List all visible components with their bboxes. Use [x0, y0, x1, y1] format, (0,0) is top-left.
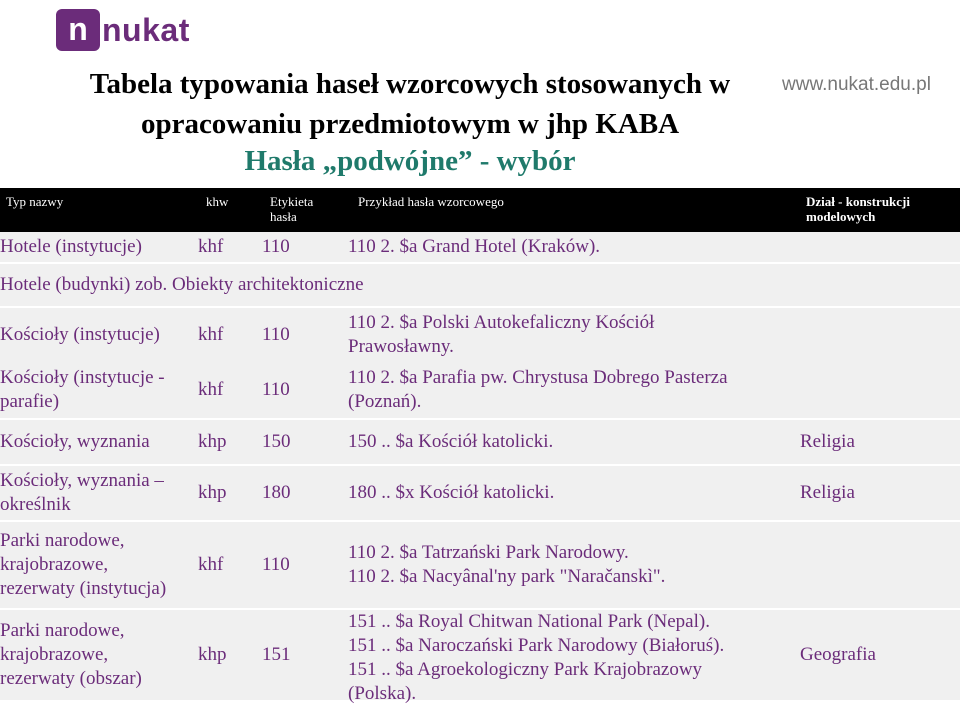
cell-example-line: 110 2. $a Grand Hotel (Kraków). — [348, 236, 601, 257]
site-url[interactable]: www.nukat.edu.pl — [782, 74, 931, 95]
cell-type-line: parafie) — [0, 391, 60, 412]
cell-example-line: 151 .. $a Royal Chitwan National Park (Nepal). — [348, 611, 710, 632]
cell-type-line: Parki narodowe, — [0, 620, 125, 641]
cell-tag-line: 110 — [262, 324, 290, 345]
table-row — [0, 466, 960, 522]
cell-example-line: 110 2. $a Nacyânal'ny park "Naračanskì". — [348, 566, 666, 587]
cell-type-line: krajobrazowe, — [0, 644, 109, 665]
cell-example-line: (Polska). — [348, 683, 417, 704]
cell-type — [0, 273, 364, 297]
cell-type-line: Parki narodowe, — [0, 530, 125, 551]
cell-khw-line: khp — [198, 482, 227, 503]
cell-type-line: Hotele (instytucje) — [0, 236, 142, 257]
cell-tag — [262, 481, 291, 505]
cell-example-line: (Poznań). — [348, 391, 422, 412]
header-khw: khw — [206, 194, 229, 209]
header-tag-line1: Etykieta — [270, 194, 314, 209]
cell-type — [0, 323, 160, 347]
cell-type — [0, 235, 142, 259]
cell-tag-line: 180 — [262, 482, 291, 503]
cell-dept — [800, 643, 876, 667]
nukat-logo — [56, 8, 190, 52]
cell-type — [0, 366, 165, 414]
cell-type-line: krajobrazowe, — [0, 554, 109, 575]
header-example: Przykład hasła wzorcowego — [358, 194, 504, 209]
cell-khw — [198, 378, 223, 402]
cell-example-line: Prawosławny. — [348, 336, 454, 357]
cell-example-line: 151 .. $a Naroczański Park Narodowy (Białoruś). — [348, 635, 725, 656]
cell-tag — [262, 235, 290, 259]
cell-type-line: Kościoły, wyznania — [0, 431, 150, 452]
cell-tag — [262, 430, 291, 454]
cell-example-line: 180 .. $x Kościół katolicki. — [348, 482, 555, 503]
cell-khw — [198, 643, 227, 667]
cell-type-line: rezerwaty (obszar) — [0, 668, 142, 689]
cell-example-line: 110 2. $a Parafia pw. Chrystusa Dobrego Pasterza — [348, 367, 728, 388]
cell-example-line: 150 .. $a Kościół katolicki. — [348, 431, 554, 452]
table-row — [0, 232, 960, 264]
cell-type-line: określnik — [0, 494, 71, 515]
header-type: Typ nazwy — [6, 194, 64, 209]
cell-example — [348, 366, 728, 414]
cell-type — [0, 469, 164, 517]
table-row — [0, 308, 960, 364]
title-line-1: Tabela typowania haseł wzorcowych stosowanych w — [89, 68, 731, 100]
cell-khw-line: khf — [198, 379, 224, 400]
header-dept — [806, 194, 910, 224]
cell-example — [348, 541, 665, 589]
header-dept-line1: Dział - konstrukcji — [806, 194, 910, 209]
cell-tag — [262, 553, 290, 577]
cell-dept-line: Religia — [800, 431, 855, 452]
cell-type-line: Kościoły (instytucje - — [0, 367, 165, 388]
cell-example — [348, 235, 600, 259]
cell-example-line: 151 .. $a Agroekologiczny Park Krajobrazowy — [348, 659, 703, 680]
cell-khw-line: khf — [198, 236, 224, 257]
cell-tag — [262, 323, 290, 347]
cell-type — [0, 430, 150, 454]
cell-khw — [198, 235, 223, 259]
title-line-2: opracowaniu przedmiotowym w jhp KABA — [140, 108, 680, 140]
subtitle: Hasła „podwójne” - wybór — [244, 145, 576, 177]
cell-dept-line: Geografia — [800, 644, 876, 665]
cell-khw-line: khp — [198, 431, 227, 452]
cell-dept — [800, 481, 855, 505]
header-tag-line2: hasła — [270, 209, 297, 224]
table-row — [0, 264, 960, 308]
cell-type-line: Kościoły, wyznania – — [0, 470, 164, 491]
cell-tag — [262, 643, 291, 667]
table-row — [0, 362, 960, 420]
cell-dept — [800, 430, 855, 454]
cell-example — [348, 430, 553, 454]
cell-type-line: rezerwaty (instytucja) — [0, 578, 167, 599]
cell-khw-line: khf — [198, 554, 224, 575]
cell-khw — [198, 553, 223, 577]
cell-khw-line: khf — [198, 324, 224, 345]
logo-text: nukat — [102, 11, 190, 48]
cell-type-line: Hotele (budynki) zob. Obiekty architektoniczne — [0, 274, 364, 295]
table-header — [0, 188, 960, 232]
cell-khw — [198, 481, 227, 505]
cell-example-line: 110 2. $a Tatrzański Park Narodowy. — [348, 542, 629, 563]
cell-khw — [198, 430, 227, 454]
logo-mark: n — [56, 9, 100, 51]
cell-type — [0, 619, 142, 691]
table-row — [0, 420, 960, 466]
cell-tag-line: 150 — [262, 431, 291, 452]
cell-type-line: Kościoły (instytucje) — [0, 324, 160, 345]
cell-tag-line: 151 — [262, 644, 291, 665]
cell-example-line: 110 2. $a Polski Autokefaliczny Kościół — [348, 312, 655, 333]
header-dept-line2: modelowych — [806, 209, 876, 224]
cell-example — [348, 610, 724, 706]
header-tag — [270, 194, 313, 224]
cell-khw-line: khp — [198, 644, 227, 665]
cell-dept-line: Religia — [800, 482, 855, 503]
cell-tag-line: 110 — [262, 554, 290, 575]
cell-type — [0, 529, 166, 601]
cell-khw — [198, 323, 223, 347]
cell-tag-line: 110 — [262, 379, 290, 400]
cell-example — [348, 481, 554, 505]
cell-example — [348, 311, 654, 359]
table-row — [0, 522, 960, 610]
cell-tag — [262, 378, 290, 402]
table-row — [0, 610, 960, 702]
cell-tag-line: 110 — [262, 236, 290, 257]
